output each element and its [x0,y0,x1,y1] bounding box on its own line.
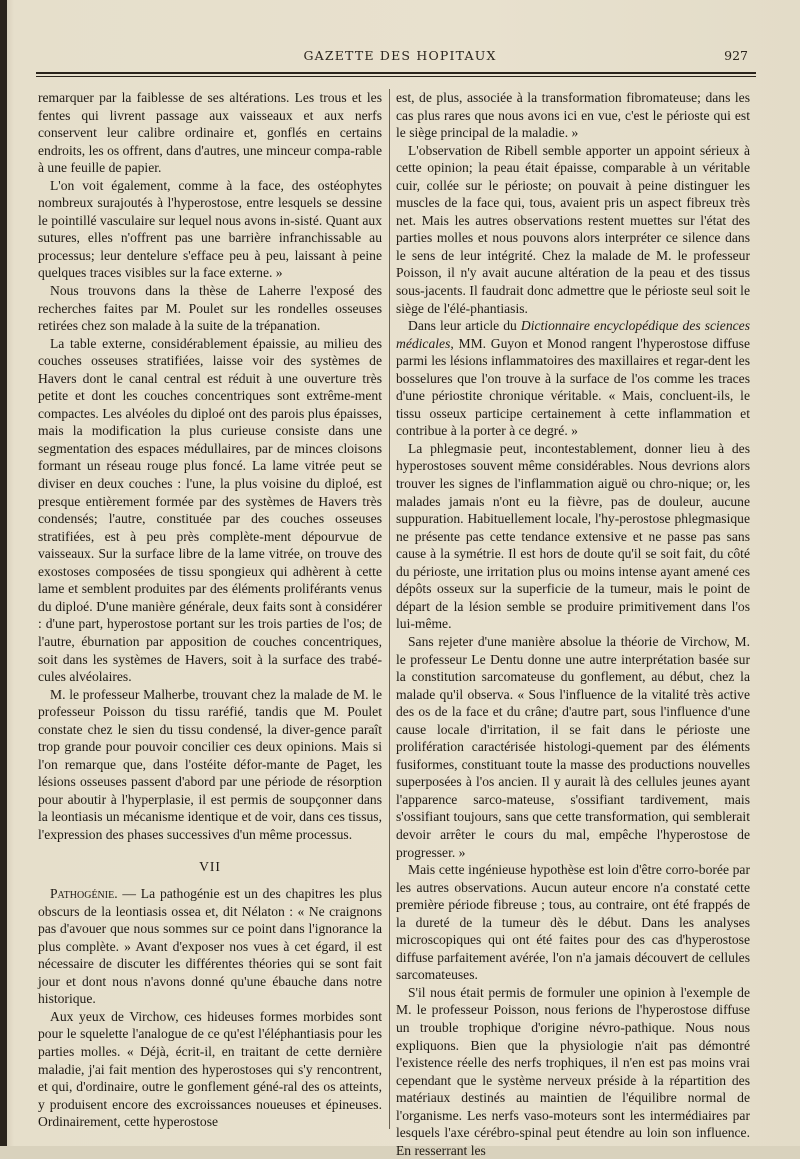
section-heading: VII [199,858,221,874]
paragraph: Aux yeux de Virchow, ces hideuses formes morbides sont pour le squelette l'analogue de ce qu'est l'éléphantiasis pour les parties molles. « Déjà, écrit-il, en traitant de cette dernière maladie, j'ai fait mention des hyperostoses qui s'y rencontrent, et qui, d'ordinaire, outre le gonflement géné-ral des os atteints, y produisent encore des excroissances noueuses et épineuses. Ordinairement, cette hyperostose [38,1008,382,1130]
paragraph: M. le professeur Malherbe, trouvant chez la malade de M. le professeur Poisson du tissu raréfié, tandis que M. Poulet constate chez le sien du tissu condensé, la diver-gence paraît trop grande pour pouvoir concilier ces deux opinions. Mais si l'on remarque que, dans l'ostéite défor-mante de Paget, les lésions osseuses passent d'abord par une période de résorption pour aboutir à l'hyperplasie, il est permis de soupçonner dans la leontiasis un mécanisme identique et de voir, dans ces tissus, l'expression des phases successives d'un même processus. [38,686,382,842]
left-column [38,89,382,1131]
paragraph: remarquer par la faiblesse de ses altérations. Les trous et les fentes qui livrent passage aux vaisseaux et aux nerfs conservent leur calibre ordinaire et, gonflés en certains endroits, les os offrent, dans d'autres, une minceur compa-rable à une feuille de papier. [38,90,382,176]
header-rule-thick [36,72,756,74]
paragraph-text: Dans leur article du [408,318,521,334]
paragraph: L'on voit également, comme à la face, des ostéophytes nombreux surajoutés à l'hyperostose, entre lesquels se dessine le pointillé vasculaire sur lequel nous avons in-sisté. Quant aux sutures, elles n'offrent pas une barrière infranchissable au processus; leur dentelure s'efface peu à peu, laissant à peine quelques traces visibles sur la face externe. » [38,177,382,281]
paragraph: L'observation de Ribell semble apporter un appoint sérieux à cette opinion; la peau était épaisse, comparable à un véritable cuir, collée sur le périoste; on pouvait à peine distinguer les muscles de la face qui, tous, avaient pris un aspect fibreux très net. Mais les autres observations restent muettes sur l'état des parties molles et nous pouvons alors interpréter ce silence dans le sens de leur intégrité. Chez la malade de M. le professeur Poisson, il n'y avait aucune altération de la peau et des tissus sous-jacents. Il faudrait donc admettre que le périoste seul soit le siège de l'élé-phantiasis. [396,142,750,316]
paragraph [38,885,382,1008]
header-rule-thin [36,76,756,77]
column-divider [389,89,390,1129]
paragraph: Nous trouvons dans la thèse de Laherre l'exposé des recherches faites par M. Poulet sur les rondelles osseuses retirées chez son malade à la suite de la trépanation. [38,283,382,334]
paragraph: S'il nous était permis de formuler une opinion à l'exemple de M. le professeur Poisson, nous ferions de l'hyperostose diffuse un trouble trophique d'origine névro-pathique. Nous nous expliquons. Bien que la physiologie n'ait pas démontré l'existence réelle des nerfs trophiques, il n'en est pas moins vrai cependant que le système nerveux préside à la répartition des matériaux destinés au maintien de l'équilibre normal de l'organisme. Les nerfs vaso-moteurs sont les intermédiaires par lesquels l'axe cérébro-spinal peut étendre au loin son influence. En resserrant les [396,984,750,1158]
paragraph [396,317,750,440]
journal-title: GAZETTE DES HOPITAUX [303,48,497,63]
paragraph-text: — La pathogénie est un des chapitres les plus obscurs de la leontiasis ossea et, dit Nélaton : « Ne craignons pas d'avouer que nous sommes sur ce point dans l'ignorance la plus complète. » Avant d'exposer nos vues à cet égard, il est nécessaire de discuter les différentes théories qui se sont fait jour et dont nous n'avons donné qu'une ébauche dans notre historique. [38,886,382,1007]
section-lead: Pathogénie. [50,886,118,902]
running-head [0,48,800,68]
binding-edge [0,0,7,1146]
page-number: 927 [724,48,748,63]
cited-work-title: Dictionnaire encyclopédique des sciences médicales [396,318,750,351]
paragraph: La phlegmasie peut, incontestablement, donner lieu à des hyperostoses souvent même considérables. Nous devrions alors trouver les signes de l'inflammation aiguë ou chro-nique; or, les malades jamais n'ont eu la fièvre, pas de douleur, aucune suppuration. Habituellement locale, l'hy-perostose phlegmasique ne présente pas cette tendance extensive et ne passe pas sans cause à la symétrie. Il est hors de doute qu'il se soit fait, du côté du périoste, une irritation plus ou moins intense ayant amené ces dépôts osseux sur la superficie de la tumeur, mais le point de départ de la lésion semble se produire primitivement dans l'os lui-même. [396,440,750,632]
paragraph: est, de plus, associée à la transformation fibromateuse; dans les cas plus rares que nous avons ici en vue, c'est le périoste qui est le siège principal de la maladie. » [396,90,750,141]
paragraph: La table externe, considérablement épaissie, au milieu des couches osseuses stratifiées, laisse voir des systèmes de Havers dont le canal central est réduit à une ouverture très petite et dont les couches concentriques sont extrême-ment compactes. Les alvéoles du diploé ont des parois plus épaisses, mais la modification la plus curieuse consiste dans une segmentation des espaces médullaires, par de minces cloisons formant un réseau rouge plus foncé. La lame vitrée peut se diviser en deux couches : l'une, la plus voisine du diploé, est presque entièrement formée par des systèmes de Havers très condensés; l'autre, constituée par des couches osseuses stratifiées, est à peu près complète-ment dépourvue de vaisseaux. Sur la surface libre de la lame vitrée, on trouve des exostoses composées de tissu spongieux qui adhèrent à cette lame et semblent produites par des éléments proliférants venus du diploé. D'une manière générale, deux faits sont à considérer : d'une part, hyperostose portant sur les trois parties de l'os; de l'autre, éburnation par apposition de couches concentriques, soit dans les systèmes de Havers, soit à la surface des trabé-cules alvéolaires. [38,335,382,685]
right-column [396,89,750,1159]
paragraph: Mais cette ingénieuse hypothèse est loin d'être corro-borée par les autres observations. Aucun auteur encore n'a constaté cette première période fibreuse ; tous, au contraire, ont été frappés de la dureté de la tumeur dès le début. Dans les analyses microscopiques qui ont été faites pour des cas d'hyperostose diffuse parfaitement avérée, l'on n'a jamais découvert de cellules sarcomateuses. [396,862,750,983]
paragraph: Sans rejeter d'une manière absolue la théorie de Virchow, M. le professeur Le Dentu donne une autre interprétation basée sur la constitution sarcomateuse du gonflement, au début, chez la malade qu'il observa. « Sous l'influence de la vitalité très active des os de la face et du crâne; d'autre part, sous l'influence d'une cause locale d'irritation, il se fait dans le périoste une prolifération caractérisée histologi-quement par des éléments fusiformes, constituant toute la masse des productions nouvelles superposées à l'os ancien. Il y aurait là des cellules jeunes ayant l'apparence sarco-mateuse, s'ossifiant tardivement, mais s'ossifiant toujours, sans que cette transformation, qui semblerait devoir arrêter le cours du mal, empêche l'hyperostose de progresser. » [396,633,750,860]
paragraph-text: , MM. Guyon et Monod rangent l'hyperostose diffuse parmi les lésions inflammatoires des maxillaires et regar-dent les bosselures que l'on trouve à la surface de l'os comme les traces d'une périostite chronique véritable. « Mais, concluent-ils, le tissu osseux participe certainement à cette inflammation et contribue à la porter à ce degré. » [396,335,750,439]
